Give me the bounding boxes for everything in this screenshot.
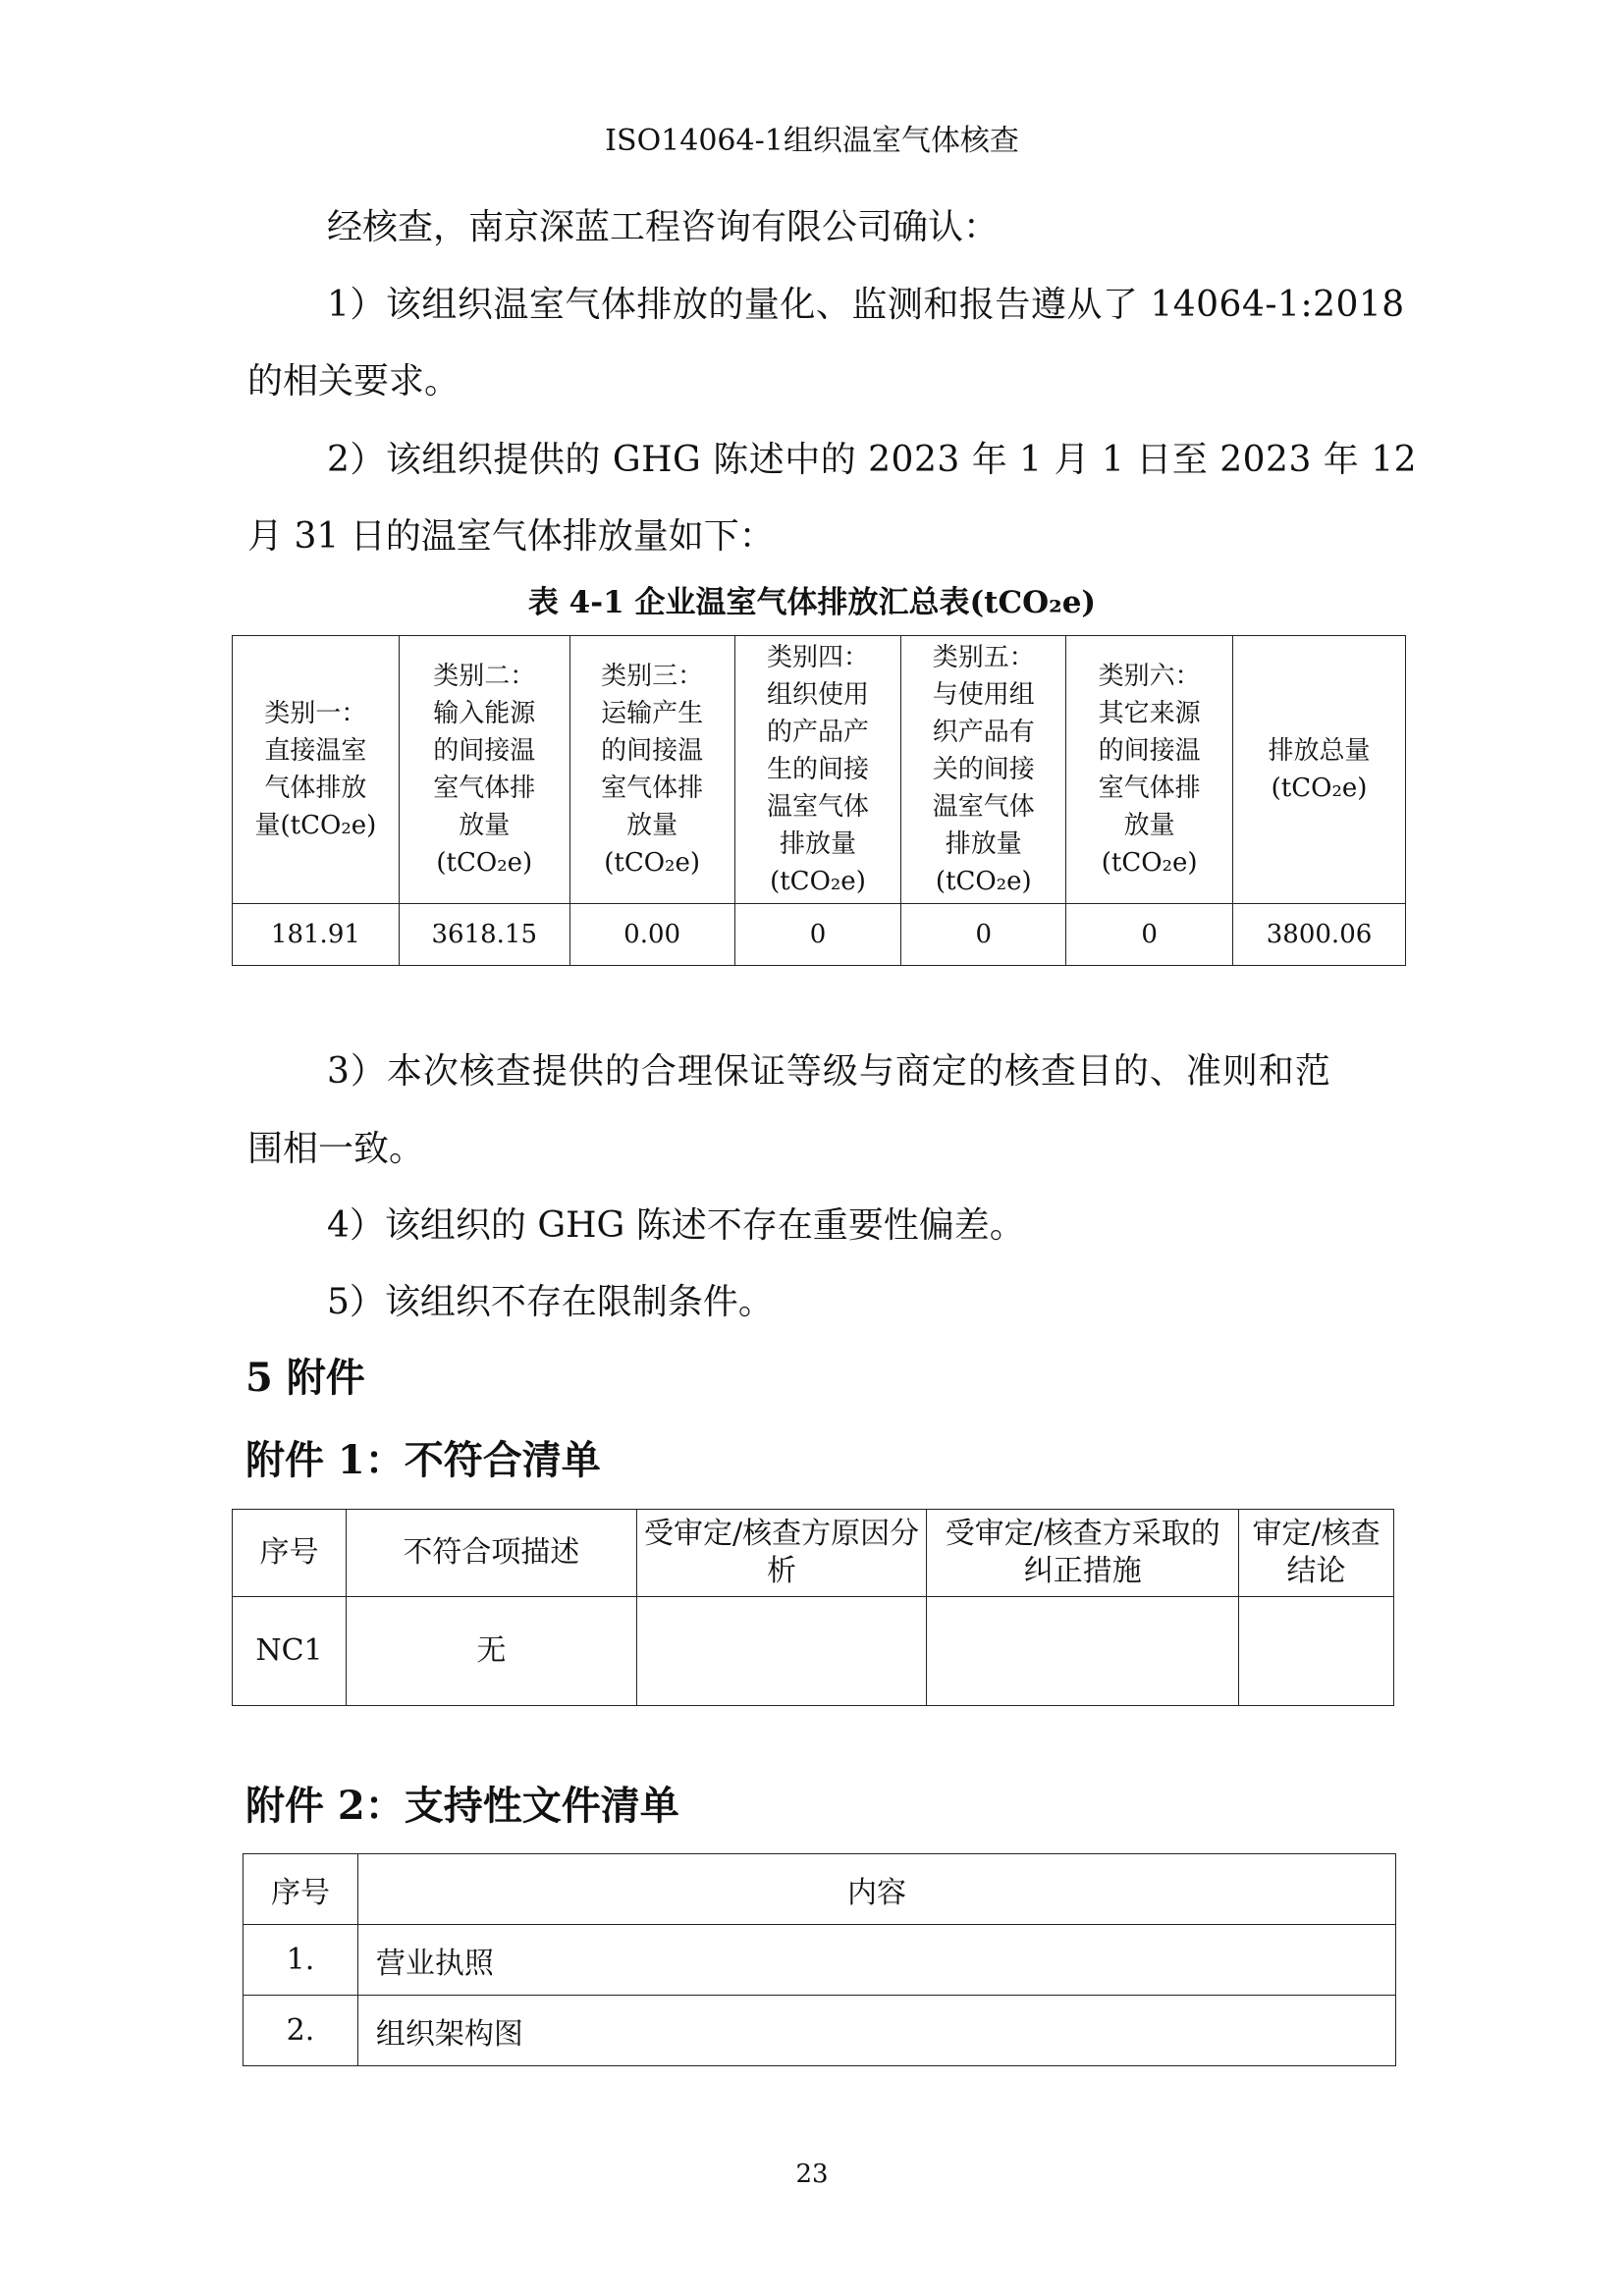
header-total: 排放总量 (tCO₂e) [1233, 636, 1406, 904]
cell-description: 无 [346, 1597, 636, 1706]
item4-text: 4）该组织的 GHG 陈述不存在重要性偏差。 [327, 1205, 1025, 1246]
header-content: 内容 [357, 1854, 1395, 1925]
value-total: 3800.06 [1233, 904, 1406, 966]
supporting-documents-table [243, 1853, 1396, 2066]
header-category-1: 类别一： 直接温室 气体排放 量(tCO₂e) [233, 636, 400, 904]
cell-content: 组织架构图 [357, 1996, 1395, 2066]
header-category-3: 类别三： 运输产生 的间接温 室气体排 放量 (tCO₂e) [569, 636, 734, 904]
cell-serial: NC1 [233, 1597, 347, 1706]
table1-caption: 表 4-1 企业温室气体排放汇总表(tCO₂e) [527, 585, 1097, 620]
header-serial: 序号 [244, 1854, 358, 1925]
value-category-5: 0 [901, 904, 1066, 966]
value-category-2: 3618.15 [399, 904, 569, 966]
header-serial: 序号 [233, 1510, 347, 1597]
value-category-4: 0 [734, 904, 901, 966]
page-number: 23 [795, 2160, 829, 2189]
item3-line2: 围相一致。 [247, 1129, 425, 1169]
table2-header-row [233, 1510, 1394, 1597]
table-row [244, 1925, 1396, 1996]
table1-header-row [233, 636, 1406, 904]
header-category-5: 类别五： 与使用组 织产品有 关的间接 温室气体 排放量 (tCO₂e) [901, 636, 1066, 904]
header-category-6: 类别六： 其它来源 的间接温 室气体排 放量 (tCO₂e) [1066, 636, 1233, 904]
item1-line2: 的相关要求。 [247, 361, 460, 401]
value-category-3: 0.00 [569, 904, 734, 966]
emissions-summary-table [232, 635, 1406, 966]
header-cause-analysis: 受审定/核查方原因分析 [636, 1510, 927, 1597]
page-header: ISO14064-1组织温室气体核查 [605, 124, 1019, 158]
value-category-1: 181.91 [233, 904, 400, 966]
item2-line1: 2）该组织提供的 GHG 陈述中的 2023 年 1 月 1 日至 2023 年 12 [327, 440, 1418, 480]
header-description: 不符合项描述 [346, 1510, 636, 1597]
table1-value-row [233, 904, 1406, 966]
cell-content: 营业执照 [357, 1925, 1395, 1996]
item3-line1: 3）本次核查提供的合理保证等级与商定的核查目的、准则和范 [327, 1051, 1331, 1092]
item5-text: 5）该组织不存在限制条件。 [327, 1282, 774, 1322]
cell-serial: 1. [244, 1925, 358, 1996]
header-conclusion: 审定/核查结论 [1239, 1510, 1394, 1597]
item1-line1: 1）该组织温室气体排放的量化、监测和报告遵从了 14064-1:2018 [327, 285, 1405, 325]
nonconformity-table [232, 1509, 1394, 1706]
table-row [233, 1597, 1394, 1706]
table3-header-row [244, 1854, 1396, 1925]
cell-cause-analysis [636, 1597, 927, 1706]
cell-serial: 2. [244, 1996, 358, 2066]
cell-corrective-action [927, 1597, 1239, 1706]
header-category-2: 类别二： 输入能源 的间接温 室气体排 放量 (tCO₂e) [399, 636, 569, 904]
appendix1-title: 附件 1：不符合清单 [245, 1437, 601, 1483]
cell-conclusion [1239, 1597, 1394, 1706]
intro-text: 经核查，南京深蓝工程咨询有限公司确认： [327, 207, 1000, 247]
header-corrective-action: 受审定/核查方采取的纠正措施 [927, 1510, 1239, 1597]
table-row [244, 1996, 1396, 2066]
appendix2-title: 附件 2：支持性文件清单 [245, 1783, 679, 1829]
value-category-6: 0 [1066, 904, 1233, 966]
header-category-4: 类别四： 组织使用 的产品产 生的间接 温室气体 排放量 (tCO₂e) [734, 636, 901, 904]
item2-line2: 月 31 日的温室气体排放量如下： [247, 516, 775, 557]
section5-heading: 5 附件 [245, 1355, 365, 1401]
